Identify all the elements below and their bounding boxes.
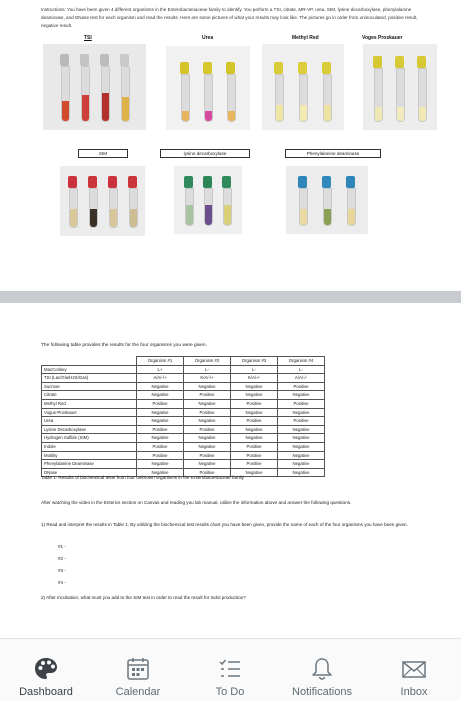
calendar-icon — [124, 655, 152, 683]
bell-icon — [308, 655, 336, 683]
result-cell: Positive — [184, 468, 231, 477]
header-organism-3: Organism #3 — [231, 357, 278, 366]
table-header-row — [42, 357, 325, 366]
result-cell: Negative — [137, 408, 184, 417]
result-cell: A/A/-/+ — [137, 374, 184, 383]
organism-1-blank: #1 - — [58, 544, 66, 549]
result-cell: Negative — [278, 468, 325, 477]
result-cell: Negative — [278, 460, 325, 469]
result-cell: Positive — [137, 399, 184, 408]
result-cell: Positive — [231, 417, 278, 426]
result-cell: Negative — [231, 434, 278, 443]
table-corner-cell — [42, 357, 137, 366]
row-test-name: Citrate — [42, 391, 137, 400]
result-cell: Negative — [278, 451, 325, 460]
result-cell: Positive — [137, 451, 184, 460]
result-cell: Negative — [231, 382, 278, 391]
tsi-photo — [43, 44, 146, 130]
nav-todo[interactable] — [184, 639, 276, 701]
document-page-top — [0, 0, 461, 290]
row-test-name: Indole — [42, 442, 137, 451]
row-test-name: Vogus-Proskauer — [42, 408, 137, 417]
label-methyl-red: Methyl Red — [292, 35, 319, 41]
table-row — [42, 365, 325, 374]
methyl-red-photo — [262, 44, 344, 130]
result-cell: Negative — [184, 399, 231, 408]
nav-inbox[interactable] — [368, 639, 460, 701]
envelope-icon — [400, 655, 428, 683]
result-cell: Negative — [231, 391, 278, 400]
table-row — [42, 460, 325, 469]
row-test-name: Hydrogen Sulfide (SIM) — [42, 434, 137, 443]
result-cell: Positive — [184, 408, 231, 417]
result-cell: Positive — [137, 442, 184, 451]
result-cell: Negative — [278, 434, 325, 443]
result-cell: Positive — [231, 399, 278, 408]
page-separator — [0, 291, 461, 303]
voges-proskauer-photo — [363, 44, 437, 130]
result-cell: Positive — [278, 382, 325, 391]
result-cell: Positive — [231, 460, 278, 469]
organism-3-blank: #3 - — [58, 568, 66, 573]
result-cell: Negative — [137, 468, 184, 477]
nav-dashboard-label: Dashboard — [19, 686, 73, 698]
result-cell: Positive — [278, 417, 325, 426]
result-cell: Negative — [184, 460, 231, 469]
label-urea: Urea — [202, 35, 214, 41]
table-row — [42, 417, 325, 426]
label-sim: SIM — [78, 149, 128, 158]
result-cell: Positive — [231, 451, 278, 460]
nav-calendar-label: Calendar — [115, 686, 161, 698]
label-phenylalanine-deaminase: Phenylalanine deaminase — [285, 149, 381, 158]
checklist-icon — [216, 655, 244, 683]
nav-calendar[interactable] — [92, 639, 184, 701]
document-page-bottom — [0, 303, 461, 638]
row-test-name: Motility — [42, 451, 137, 460]
result-cell: K/A/-/- — [231, 374, 278, 383]
row-test-name: Methyl Red — [42, 399, 137, 408]
urea-photo — [166, 46, 250, 130]
nav-notifications-label: Notifications — [292, 686, 352, 698]
header-organism-2: Organism #2 — [184, 357, 231, 366]
table-row — [42, 399, 325, 408]
result-cell: Negative — [184, 417, 231, 426]
lysine-decarboxylase-photo — [174, 166, 242, 234]
row-test-name: Lysine Decarboxylase — [42, 425, 137, 434]
nav-inbox-label: Inbox — [400, 686, 428, 698]
table-row — [42, 391, 325, 400]
table-row — [42, 425, 325, 434]
nav-notifications[interactable] — [276, 639, 368, 701]
phenylalanine-deaminase-photo — [286, 166, 368, 234]
question-1: 1) Read and interpret the results in Table 1. By utilizing the biochemical test results chart you have been given, provide the name of each of the four organisms you have been given. — [41, 522, 408, 527]
result-cell: A/A/-/- — [278, 374, 325, 383]
result-cell: Negative — [278, 408, 325, 417]
result-cell: L- — [278, 365, 325, 374]
result-cell: Positive — [184, 391, 231, 400]
table-row — [42, 382, 325, 391]
after-watching-text: After watching the video in the Enterics section on Canvas and reading you lab manual, utilize the information above and answer the following questions. — [41, 500, 352, 505]
table-row — [42, 442, 325, 451]
result-cell: K/A/-/+ — [184, 374, 231, 383]
row-test-name: Phenylalanine Deaminase — [42, 460, 137, 469]
row-test-name: MacConkey — [42, 365, 137, 374]
result-cell: Negative — [231, 425, 278, 434]
row-test-name: Sucrose — [42, 382, 137, 391]
result-cell: Negative — [278, 391, 325, 400]
results-table — [41, 356, 325, 477]
result-cell: Negative — [231, 408, 278, 417]
label-lysine-decarboxylase: lysine decarboxylase — [160, 149, 250, 158]
result-cell: Positive — [278, 399, 325, 408]
result-cell: Negative — [137, 434, 184, 443]
label-tsi: TSI — [84, 35, 92, 41]
result-cell: Positive — [184, 425, 231, 434]
table-row — [42, 374, 325, 383]
instructions-text: Instructions: You have been given 4 different organisms in the Enterobacteriaceae family to identify. You perform a TSI, citrate, MR-VP, urea, SIM, lysine decarboxylase, phenylalanine deaminase, and DNase test for each organism and read the results. Here are some pictures of what your results may look like. The pictures go in order from uninoculated, positive result, negative result. — [41, 7, 418, 28]
question-2: 2) After incubation, what must you add to the SIM test in order to read the result for Indol production? — [41, 595, 246, 600]
table-row — [42, 451, 325, 460]
result-cell: L+ — [137, 365, 184, 374]
organism-4-blank: #4 - — [58, 580, 66, 585]
row-test-name: DNase — [42, 468, 137, 477]
result-cell: Negative — [137, 460, 184, 469]
header-organism-1: Organism #1 — [137, 357, 184, 366]
result-cell: Negative — [184, 442, 231, 451]
header-organism-4: Organism #4 — [278, 357, 325, 366]
label-voges-proskauer: Voges Proskauer — [362, 35, 403, 41]
palette-icon — [32, 655, 60, 683]
results-table-body — [42, 365, 325, 477]
result-cell: Negative — [278, 425, 325, 434]
table-row — [42, 434, 325, 443]
result-cell: Negative — [137, 417, 184, 426]
organism-2-blank: #2 - — [58, 556, 66, 561]
nav-dashboard[interactable] — [0, 639, 92, 701]
table-row — [42, 408, 325, 417]
sim-photo — [60, 166, 145, 236]
table-caption: Table 1: Results of biochemical tests from four unknown organisms in the Enterobacteriaceae family — [41, 475, 244, 480]
row-test-name: Urea — [42, 417, 137, 426]
result-cell: Negative — [184, 382, 231, 391]
result-cell: Positive — [184, 451, 231, 460]
result-cell: Positive — [231, 442, 278, 451]
result-cell: Negative — [137, 382, 184, 391]
bottom-nav — [0, 638, 461, 701]
result-cell: L- — [184, 365, 231, 374]
result-cell: Negative — [278, 442, 325, 451]
result-cell: Negative — [184, 434, 231, 443]
result-cell: Positive — [137, 425, 184, 434]
result-cell: Negative — [137, 391, 184, 400]
row-test-name: TSI (Lac/Glu/H2S/Gas) — [42, 374, 137, 383]
result-cell: Negative — [231, 468, 278, 477]
result-cell: L- — [231, 365, 278, 374]
table-intro: The following table provides the results for the four organisms you were given. — [41, 343, 207, 348]
nav-todo-label: To Do — [215, 686, 245, 698]
